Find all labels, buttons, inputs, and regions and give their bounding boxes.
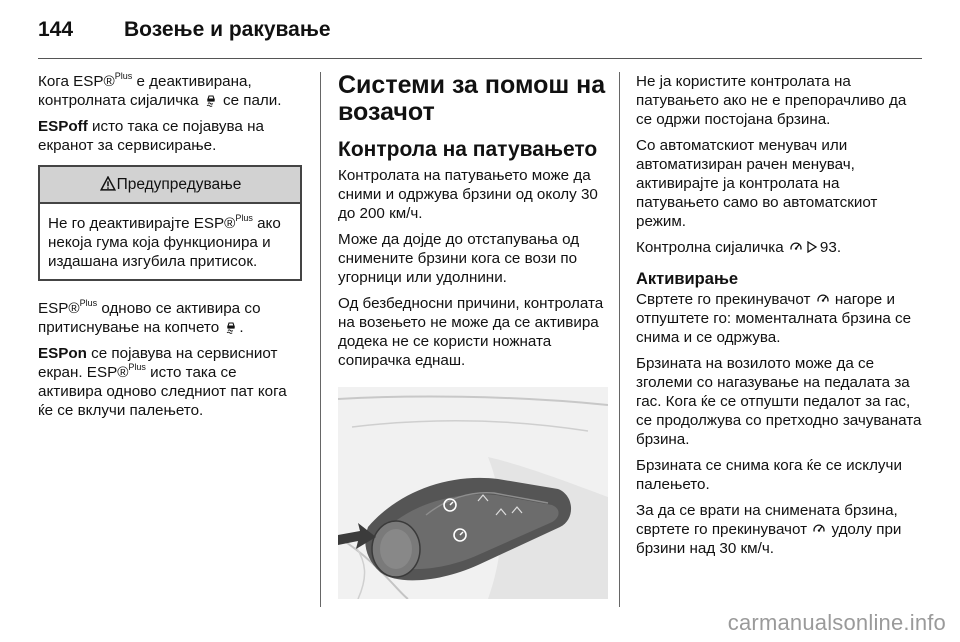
warning-triangle-icon <box>100 176 116 191</box>
warning-text: Не го деактивирајте ESP®$^{Plus}$ ако некоја гума која функционира и издашана изгубила притисок. <box>48 213 281 270</box>
column-1 <box>38 72 302 427</box>
column-2 <box>338 72 608 604</box>
column-divider-1 <box>320 72 321 607</box>
paragraph-accelerate: Брзината на возилото може да се зголеми со нагазување на педалата за гас. Кога ќе се отпушти педалот за гас, се продолжува со претходно зачуваната брзина. <box>636 355 922 448</box>
paragraph-not-recommended: Не ја користите контролата на патувањето ако не е препорачливо да се одржи постојана брзина. <box>636 73 907 128</box>
chapter-title: Возење и ракување <box>124 18 331 41</box>
paragraph-deviations: Може да дојде до отстапувања од снимените брзини кога се вози по угорници или удолнини. <box>338 231 580 286</box>
paragraph-automatic: Со автоматскиот менувач или автоматизиран рачен менувач, активирајте ја контролата на патувањето само во автоматскиот режим. <box>636 137 878 230</box>
paragraph-safety: Од безбедносни причини, контролата на возењето не може да се активира додека не се користи ножната сопирачка еднаш. <box>338 295 604 369</box>
esp-car-skid-icon <box>224 320 238 334</box>
paragraph-esp-reactivate: ESP®$^{Plus}$ одново се активира со притиснување на копчето . <box>38 298 261 336</box>
warning-box <box>38 165 302 281</box>
page-reference-arrow-icon <box>805 240 819 254</box>
paragraph-resume: За да се врати на снимената брзина, свртете го прекинувачот удолу при брзини над 30 км/ч. <box>636 502 902 557</box>
watermark-text: carmanualsonline.info <box>727 610 946 635</box>
cruise-control-icon <box>789 240 803 254</box>
subheading-activation: Активирање <box>636 270 739 288</box>
page-header <box>38 18 331 48</box>
esp-car-skid-icon <box>204 93 218 107</box>
column-divider-2 <box>619 72 620 607</box>
column-3 <box>636 72 926 565</box>
paragraph-activation: Свртете го прекинувачот нагоре и отпуштете го: моменталната брзина се снима и се одржува. <box>636 291 912 346</box>
paragraph-ignition-off: Брзината се снима кога ќе се исклучи палењето. <box>636 457 902 493</box>
page-number: 144 <box>38 18 74 41</box>
subsection-heading-cruise-control: Контрола на патувањето <box>338 138 598 161</box>
section-heading-driver-assistance: Системи за помош на возачот <box>338 71 606 126</box>
header-rule <box>38 58 922 59</box>
paragraph-espoff-display: ESPoff исто така се појавува на екранот за сервисирање. <box>38 118 264 154</box>
cruise-control-icon <box>812 522 826 536</box>
warning-heading: Предупредување <box>40 167 300 204</box>
paragraph-cruise-range: Контролата на патувањето може да сними и одржува брзини од околу 30 до 200 км/ч. <box>338 167 598 222</box>
cruise-control-icon <box>816 292 830 306</box>
cruise-control-lever-illustration <box>338 387 608 599</box>
paragraph-espon: ESPon се појавува на сервисниот екран. ESP®$^{Plus}$ исто така се активира одново следниот пат кога ќе се вклучи палењето. <box>38 345 287 419</box>
paragraph-indicator-ref: Контролна сијаличка 93. <box>636 239 842 256</box>
paragraph-esp-off: Кога ESP®$^{Plus}$ е деактивирана, контролната сијаличка се пали. <box>38 71 282 109</box>
